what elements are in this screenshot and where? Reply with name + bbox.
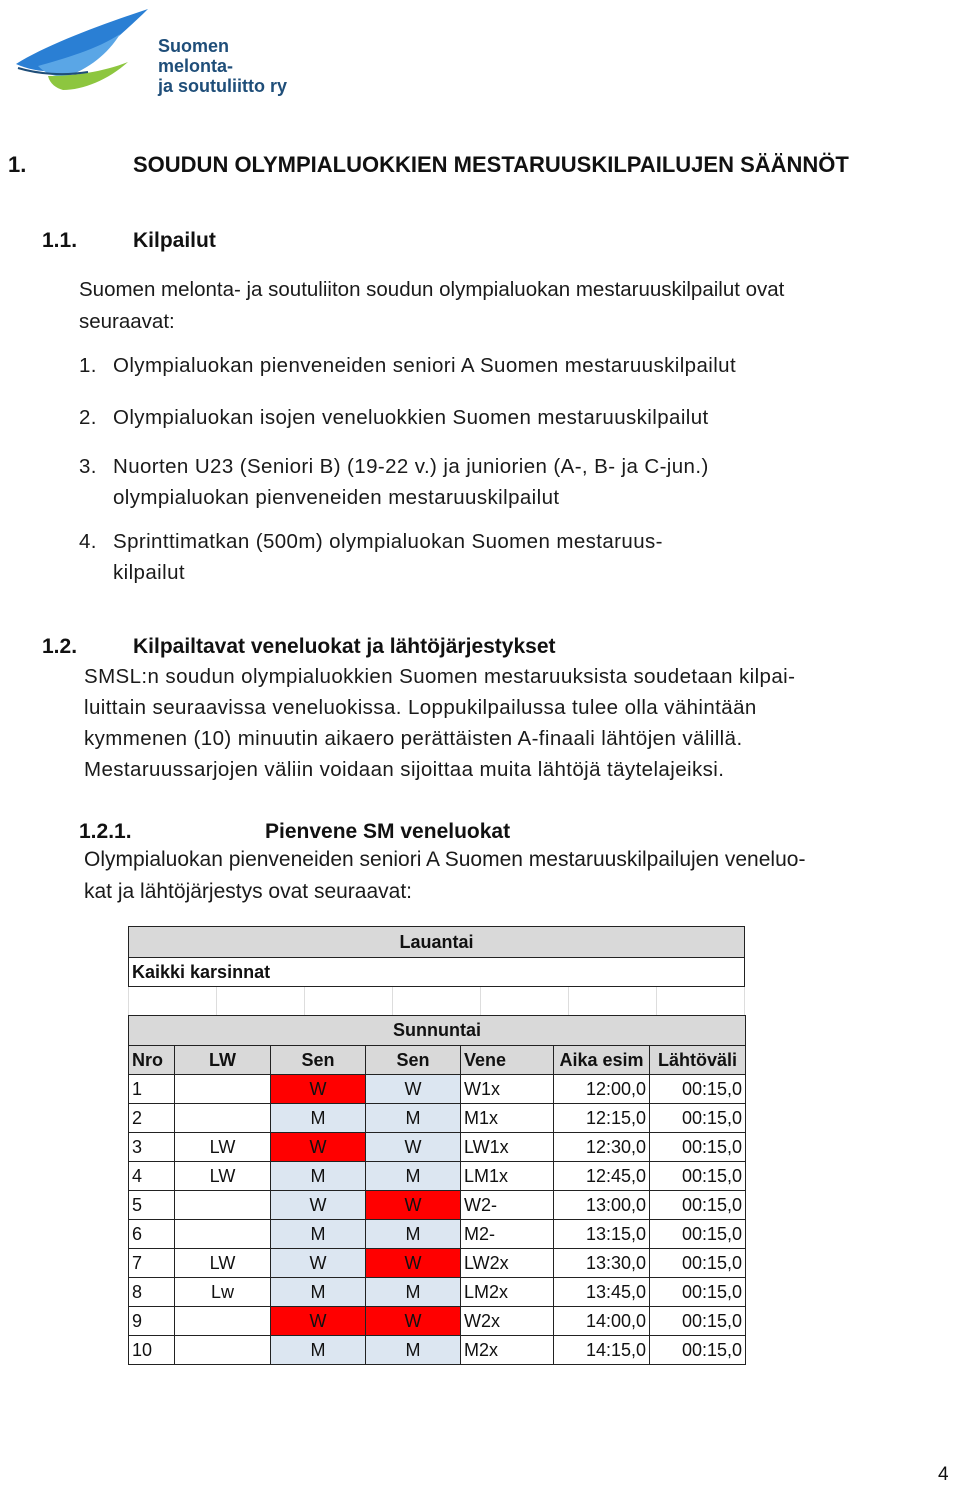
- body-line: Mestaruussarjojen väliin voidaan sijoittaa muita lähtöjä täytelajeiksi.: [84, 758, 725, 781]
- table-row: [129, 1162, 746, 1191]
- list-item-line1: Sprinttimatkan (500m) olympialuokan Suomen mestaruus-: [113, 530, 663, 553]
- section-12-number: 1.2.: [42, 635, 78, 658]
- section-11-intro: [79, 274, 784, 338]
- list-item-text: Olympialuokan pienveneiden seniori A Suomen mestaruuskilpailut: [113, 354, 737, 377]
- cell-nro: 3: [129, 1133, 175, 1162]
- section-1-title: SOUDUN OLYMPIALUOKKIEN MESTARUUSKILPAILUJEN SÄÄNNÖT: [133, 152, 849, 177]
- section-12-title: Kilpailtavat veneluokat ja lähtöjärjestykset: [133, 635, 556, 658]
- cell-sen1: W: [271, 1133, 366, 1162]
- col-header-aika: Aika esim: [554, 1046, 650, 1075]
- col-header-vene: Vene: [461, 1046, 554, 1075]
- list-item-number: 1.: [79, 354, 97, 377]
- table-row: [129, 1133, 746, 1162]
- section-121-title: Pienvene SM veneluokat: [265, 820, 511, 843]
- cell-nro: 6: [129, 1220, 175, 1249]
- table-row: [129, 1278, 746, 1307]
- cell-nro: 10: [129, 1336, 175, 1365]
- cell-aika: 13:45,0: [554, 1278, 650, 1307]
- cell-nro: 9: [129, 1307, 175, 1336]
- cell-lahtovali: 00:15,0: [650, 1133, 746, 1162]
- cell-lahtovali: 00:15,0: [650, 1162, 746, 1191]
- table-row: [129, 1307, 746, 1336]
- cell-aika: 13:15,0: [554, 1220, 650, 1249]
- body-line: kat ja lähtöjärjestys ovat seuraavat:: [84, 880, 413, 903]
- section-121-body: [84, 844, 805, 908]
- cell-lahtovali: 00:15,0: [650, 1220, 746, 1249]
- cell-aika: 13:00,0: [554, 1191, 650, 1220]
- cell-lw: Lw: [175, 1278, 271, 1307]
- cell-nro: 4: [129, 1162, 175, 1191]
- cell-sen1: M: [271, 1220, 366, 1249]
- cell-sen1: W: [271, 1191, 366, 1220]
- cell-aika: 14:00,0: [554, 1307, 650, 1336]
- cell-sen2: W: [366, 1307, 461, 1336]
- cell-lw: LW: [175, 1162, 271, 1191]
- section-12-body: [84, 661, 795, 785]
- cell-lw: LW: [175, 1133, 271, 1162]
- cell-nro: 5: [129, 1191, 175, 1220]
- federation-logo: [8, 4, 308, 104]
- cell-sen1: M: [271, 1336, 366, 1365]
- cell-lw: [175, 1075, 271, 1104]
- cell-lw: [175, 1104, 271, 1133]
- cell-sen1: M: [271, 1104, 366, 1133]
- list-item-line2: olympialuokan pienveneiden mestaruuskilpailut: [113, 486, 560, 509]
- list-item-line1: Nuorten U23 (Seniori B) (19-22 v.) ja juniorien (A-, B- ja C-jun.): [113, 455, 709, 478]
- table-header-row: [129, 1046, 746, 1075]
- cell-vene: LM2x: [461, 1278, 554, 1307]
- cell-lahtovali: 00:15,0: [650, 1336, 746, 1365]
- table-row: [129, 1220, 746, 1249]
- page-number: 4: [938, 1464, 949, 1485]
- cell-sen1: M: [271, 1278, 366, 1307]
- cell-lw: [175, 1336, 271, 1365]
- table-row: [129, 1104, 746, 1133]
- cell-vene: M2-: [461, 1220, 554, 1249]
- cell-lahtovali: 00:15,0: [650, 1075, 746, 1104]
- sunday-table: [128, 1015, 746, 1365]
- col-header-lahtovali: Lähtöväli: [650, 1046, 746, 1075]
- col-header-sen1: Sen: [271, 1046, 366, 1075]
- table-row: [129, 1249, 746, 1278]
- list-item-line2: kilpailut: [113, 561, 185, 584]
- cell-nro: 1: [129, 1075, 175, 1104]
- list-item: [79, 350, 97, 381]
- cell-aika: 12:00,0: [554, 1075, 650, 1104]
- cell-lahtovali: 00:15,0: [650, 1307, 746, 1336]
- sunday-day-header: Sunnuntai: [129, 1016, 746, 1046]
- cell-sen1: W: [271, 1249, 366, 1278]
- saturday-subtitle: Kaikki karsinnat: [129, 958, 745, 987]
- cell-sen1: W: [271, 1075, 366, 1104]
- table-row: [129, 1191, 746, 1220]
- list-item-number: 4.: [79, 530, 97, 553]
- cell-vene: W2-: [461, 1191, 554, 1220]
- list-item-number: 3.: [79, 455, 97, 478]
- cell-sen2: M: [366, 1104, 461, 1133]
- section-11-number: 1.1.: [42, 229, 78, 252]
- cell-sen2: W: [366, 1191, 461, 1220]
- list-item: [79, 402, 97, 433]
- cell-sen1: M: [271, 1162, 366, 1191]
- col-header-sen2: Sen: [366, 1046, 461, 1075]
- cell-nro: 7: [129, 1249, 175, 1278]
- body-line: Olympialuokan pienveneiden seniori A Suomen mestaruuskilpailujen veneluo-: [84, 848, 806, 871]
- cell-nro: 2: [129, 1104, 175, 1133]
- list-item-text: [113, 526, 663, 588]
- logo-text-line2: melonta-: [158, 56, 234, 76]
- cell-vene: W1x: [461, 1075, 554, 1104]
- cell-aika: 14:15,0: [554, 1336, 650, 1365]
- cell-vene: LM1x: [461, 1162, 554, 1191]
- logo-text-line3: ja soutuliitto ry: [158, 76, 288, 96]
- list-item-text: Olympialuokan isojen veneluokkien Suomen mestaruuskilpailut: [113, 406, 709, 429]
- cell-sen2: M: [366, 1220, 461, 1249]
- list-item-text: [113, 451, 709, 513]
- empty-row: [129, 987, 745, 1016]
- saturday-table: [128, 926, 745, 1016]
- cell-lahtovali: 00:15,0: [650, 1249, 746, 1278]
- intro-line-2: seuraavat:: [79, 310, 175, 333]
- intro-line-1: Suomen melonta- ja soutuliiton soudun olympialuokan mestaruuskilpailut ovat: [79, 278, 785, 301]
- cell-lw: [175, 1307, 271, 1336]
- table-row: [129, 1336, 746, 1365]
- cell-vene: M2x: [461, 1336, 554, 1365]
- cell-aika: 13:30,0: [554, 1249, 650, 1278]
- saturday-day-header: Lauantai: [129, 927, 745, 958]
- cell-aika: 12:15,0: [554, 1104, 650, 1133]
- cell-aika: 12:30,0: [554, 1133, 650, 1162]
- cell-sen2: M: [366, 1278, 461, 1307]
- body-line: SMSL:n soudun olympialuokkien Suomen mestaruuksista soudetaan kilpai-: [84, 665, 796, 688]
- cell-sen2: M: [366, 1162, 461, 1191]
- section-1-number: 1.: [8, 152, 27, 177]
- cell-sen1: W: [271, 1307, 366, 1336]
- cell-sen2: W: [366, 1075, 461, 1104]
- cell-lahtovali: 00:15,0: [650, 1191, 746, 1220]
- list-item-number: 2.: [79, 406, 97, 429]
- cell-lw: [175, 1191, 271, 1220]
- section-11-title: Kilpailut: [133, 229, 216, 252]
- cell-aika: 12:45,0: [554, 1162, 650, 1191]
- cell-lahtovali: 00:15,0: [650, 1278, 746, 1307]
- cell-sen2: W: [366, 1249, 461, 1278]
- section-121-number: 1.2.1.: [79, 820, 132, 843]
- cell-sen2: M: [366, 1336, 461, 1365]
- col-header-nro: Nro: [129, 1046, 175, 1075]
- cell-vene: LW2x: [461, 1249, 554, 1278]
- body-line: luittain seuraavissa veneluokissa. Loppukilpailussa tulee olla vähintään: [84, 696, 757, 719]
- list-item: [79, 526, 97, 557]
- cell-lahtovali: 00:15,0: [650, 1104, 746, 1133]
- cell-lw: [175, 1220, 271, 1249]
- cell-vene: LW1x: [461, 1133, 554, 1162]
- col-header-lw: LW: [175, 1046, 271, 1075]
- logo-text-line1: Suomen: [158, 36, 230, 56]
- cell-vene: W2x: [461, 1307, 554, 1336]
- body-line: kymmenen (10) minuutin aikaero perättäisten A-finaali lähtöjen välillä.: [84, 727, 743, 750]
- cell-sen2: W: [366, 1133, 461, 1162]
- table-row: [129, 1075, 746, 1104]
- cell-lw: LW: [175, 1249, 271, 1278]
- cell-vene: M1x: [461, 1104, 554, 1133]
- list-item: [79, 451, 97, 482]
- cell-nro: 8: [129, 1278, 175, 1307]
